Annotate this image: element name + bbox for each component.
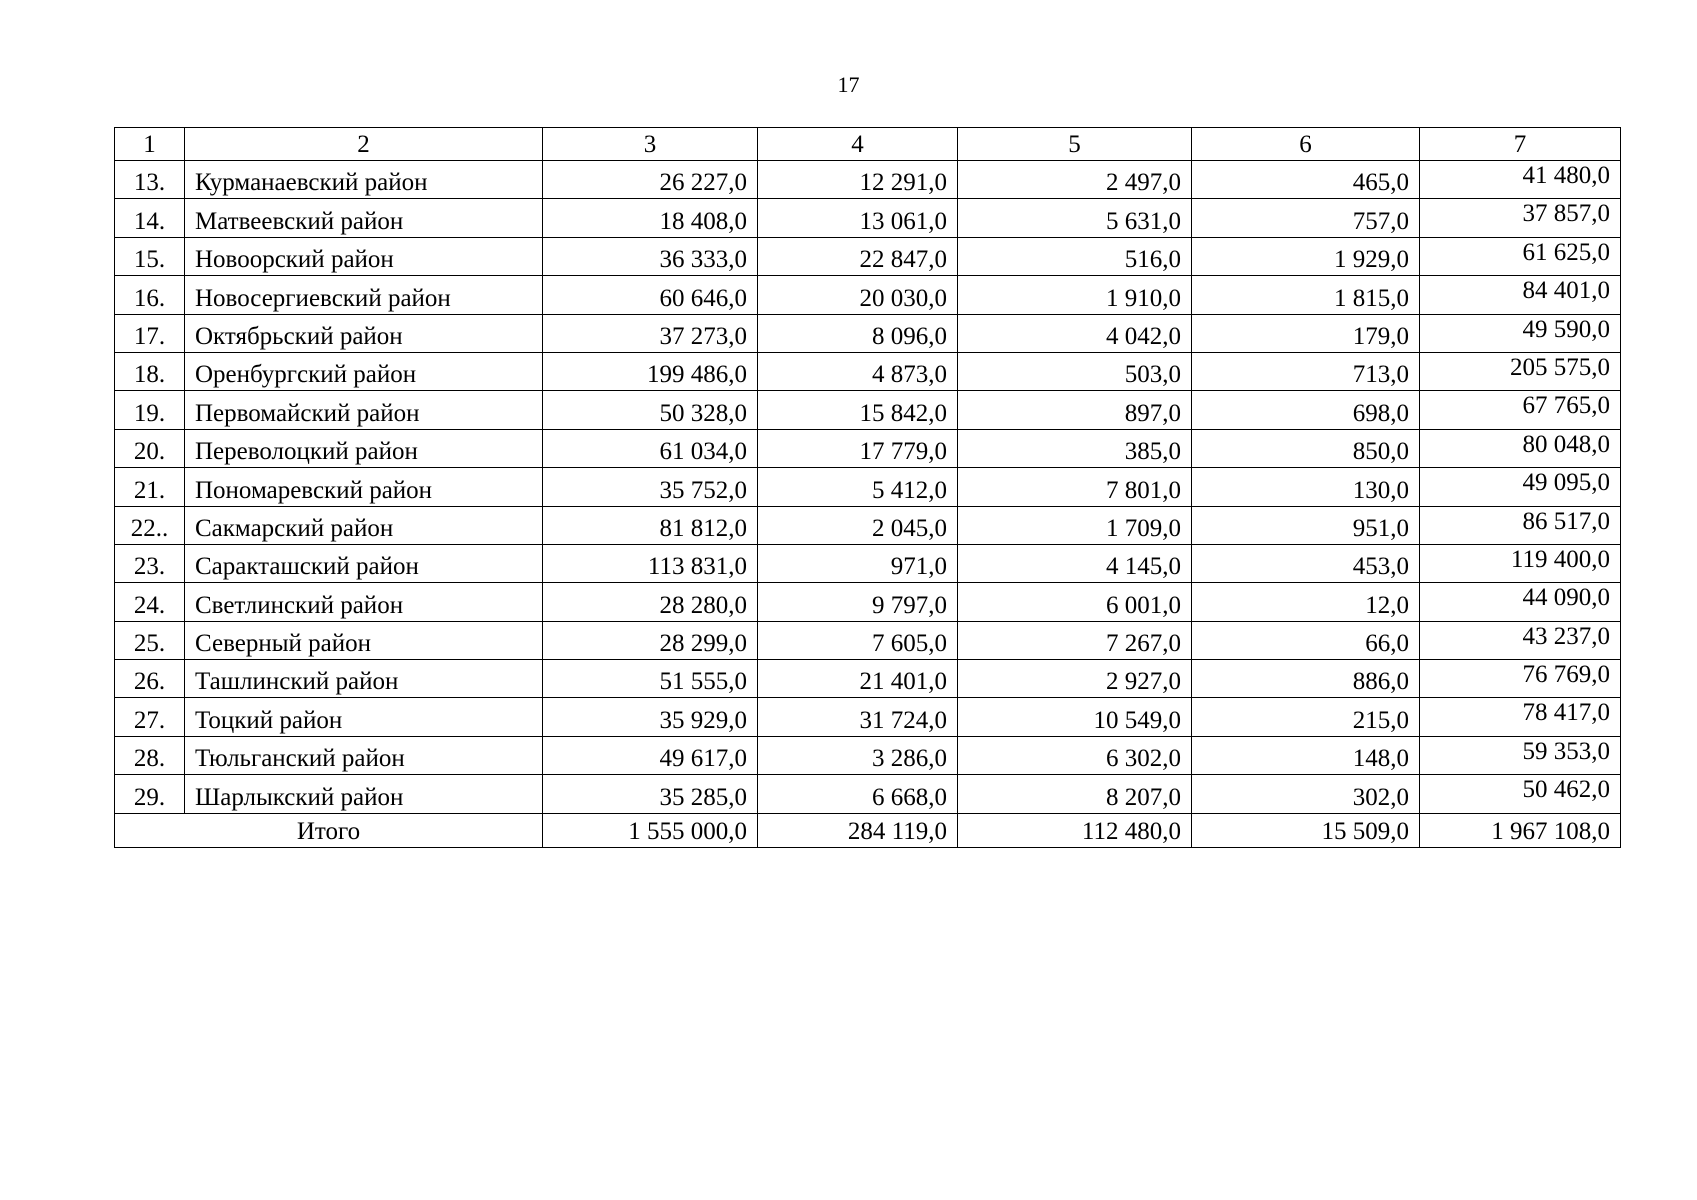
district-name-cell: Светлинский район <box>185 583 543 621</box>
district-name-cell: Шарлыкский район <box>185 775 543 813</box>
district-name-cell: Первомайский район <box>185 391 543 429</box>
value-cell: 35 752,0 <box>543 468 758 506</box>
total-cell: 1 555 000,0 <box>543 813 758 847</box>
row-number-cell: 25. <box>115 621 185 659</box>
row-number-cell: 17. <box>115 314 185 352</box>
district-name-cell: Курманаевский район <box>185 161 543 199</box>
value-cell: 35 285,0 <box>543 775 758 813</box>
value-cell: 50 328,0 <box>543 391 758 429</box>
district-name-cell: Тюльганский район <box>185 736 543 774</box>
district-name-cell: Сакмарский район <box>185 506 543 544</box>
value-cell: 897,0 <box>958 391 1192 429</box>
district-name-cell: Ташлинский район <box>185 660 543 698</box>
value-cell: 31 724,0 <box>758 698 958 736</box>
value-cell: 61 625,0 <box>1420 237 1621 275</box>
value-cell: 41 480,0 <box>1420 161 1621 199</box>
row-number-cell: 29. <box>115 775 185 813</box>
value-cell: 61 034,0 <box>543 429 758 467</box>
column-header: 6 <box>1192 128 1420 161</box>
column-header: 4 <box>758 128 958 161</box>
column-header: 1 <box>115 128 185 161</box>
value-cell: 66,0 <box>1192 621 1420 659</box>
value-cell: 951,0 <box>1192 506 1420 544</box>
value-cell: 43 237,0 <box>1420 621 1621 659</box>
value-cell: 1 709,0 <box>958 506 1192 544</box>
value-cell: 7 801,0 <box>958 468 1192 506</box>
value-cell: 50 462,0 <box>1420 775 1621 813</box>
value-cell: 9 797,0 <box>758 583 958 621</box>
value-cell: 205 575,0 <box>1420 352 1621 390</box>
row-number-cell: 16. <box>115 276 185 314</box>
value-cell: 179,0 <box>1192 314 1420 352</box>
value-cell: 10 549,0 <box>958 698 1192 736</box>
value-cell: 4 042,0 <box>958 314 1192 352</box>
row-number-cell: 27. <box>115 698 185 736</box>
value-cell: 6 668,0 <box>758 775 958 813</box>
table-row <box>115 698 1621 736</box>
value-cell: 49 095,0 <box>1420 468 1621 506</box>
value-cell: 21 401,0 <box>758 660 958 698</box>
value-cell: 28 280,0 <box>543 583 758 621</box>
value-cell: 51 555,0 <box>543 660 758 698</box>
table-row <box>115 660 1621 698</box>
row-number-cell: 14. <box>115 199 185 237</box>
row-number-cell: 28. <box>115 736 185 774</box>
value-cell: 84 401,0 <box>1420 276 1621 314</box>
value-cell: 18 408,0 <box>543 199 758 237</box>
value-cell: 13 061,0 <box>758 199 958 237</box>
value-cell: 215,0 <box>1192 698 1420 736</box>
value-cell: 8 096,0 <box>758 314 958 352</box>
row-number-cell: 26. <box>115 660 185 698</box>
table-row <box>115 276 1621 314</box>
value-cell: 49 590,0 <box>1420 314 1621 352</box>
value-cell: 4 145,0 <box>958 544 1192 582</box>
value-cell: 199 486,0 <box>543 352 758 390</box>
value-cell: 385,0 <box>958 429 1192 467</box>
page-number: 17 <box>837 72 860 97</box>
value-cell: 453,0 <box>1192 544 1420 582</box>
value-cell: 1 910,0 <box>958 276 1192 314</box>
total-cell: 112 480,0 <box>958 813 1192 847</box>
row-number-cell: 20. <box>115 429 185 467</box>
value-cell: 86 517,0 <box>1420 506 1621 544</box>
row-number-cell: 24. <box>115 583 185 621</box>
row-number-cell: 18. <box>115 352 185 390</box>
value-cell: 36 333,0 <box>543 237 758 275</box>
value-cell: 3 286,0 <box>758 736 958 774</box>
value-cell: 15 842,0 <box>758 391 958 429</box>
value-cell: 1 929,0 <box>1192 237 1420 275</box>
value-cell: 60 646,0 <box>543 276 758 314</box>
district-name-cell: Новоорский район <box>185 237 543 275</box>
value-cell: 2 927,0 <box>958 660 1192 698</box>
value-cell: 44 090,0 <box>1420 583 1621 621</box>
value-cell: 49 617,0 <box>543 736 758 774</box>
value-cell: 698,0 <box>1192 391 1420 429</box>
table-row <box>115 352 1621 390</box>
row-number-cell: 19. <box>115 391 185 429</box>
row-number-cell: 23. <box>115 544 185 582</box>
value-cell: 7 605,0 <box>758 621 958 659</box>
value-cell: 28 299,0 <box>543 621 758 659</box>
value-cell: 59 353,0 <box>1420 736 1621 774</box>
table-row <box>115 583 1621 621</box>
table-row <box>115 775 1621 813</box>
table-row <box>115 468 1621 506</box>
value-cell: 37 273,0 <box>543 314 758 352</box>
total-cell: 1 967 108,0 <box>1420 813 1621 847</box>
value-cell: 6 001,0 <box>958 583 1192 621</box>
table-row <box>115 544 1621 582</box>
table-header-row <box>115 128 1621 161</box>
value-cell: 5 631,0 <box>958 199 1192 237</box>
total-row <box>115 813 1621 847</box>
value-cell: 12,0 <box>1192 583 1420 621</box>
value-cell: 78 417,0 <box>1420 698 1621 736</box>
value-cell: 886,0 <box>1192 660 1420 698</box>
value-cell: 76 769,0 <box>1420 660 1621 698</box>
district-name-cell: Матвеевский район <box>185 199 543 237</box>
column-header: 2 <box>185 128 543 161</box>
value-cell: 850,0 <box>1192 429 1420 467</box>
value-cell: 2 497,0 <box>958 161 1192 199</box>
table-row <box>115 621 1621 659</box>
value-cell: 37 857,0 <box>1420 199 1621 237</box>
value-cell: 12 291,0 <box>758 161 958 199</box>
district-name-cell: Октябрьский район <box>185 314 543 352</box>
value-cell: 6 302,0 <box>958 736 1192 774</box>
row-number-cell: 15. <box>115 237 185 275</box>
column-header: 7 <box>1420 128 1621 161</box>
value-cell: 2 045,0 <box>758 506 958 544</box>
value-cell: 35 929,0 <box>543 698 758 736</box>
value-cell: 5 412,0 <box>758 468 958 506</box>
value-cell: 130,0 <box>1192 468 1420 506</box>
value-cell: 302,0 <box>1192 775 1420 813</box>
total-cell: 15 509,0 <box>1192 813 1420 847</box>
row-number-cell: 22.. <box>115 506 185 544</box>
table-row <box>115 391 1621 429</box>
table-row <box>115 161 1621 199</box>
table-row <box>115 237 1621 275</box>
value-cell: 516,0 <box>958 237 1192 275</box>
value-cell: 20 030,0 <box>758 276 958 314</box>
value-cell: 713,0 <box>1192 352 1420 390</box>
table-row <box>115 429 1621 467</box>
value-cell: 7 267,0 <box>958 621 1192 659</box>
value-cell: 757,0 <box>1192 199 1420 237</box>
district-name-cell: Северный район <box>185 621 543 659</box>
district-name-cell: Новосергиевский район <box>185 276 543 314</box>
value-cell: 8 207,0 <box>958 775 1192 813</box>
total-cell: 284 119,0 <box>758 813 958 847</box>
district-name-cell: Пономаревский район <box>185 468 543 506</box>
value-cell: 22 847,0 <box>758 237 958 275</box>
allocation-table <box>114 127 1621 848</box>
table-row <box>115 199 1621 237</box>
value-cell: 119 400,0 <box>1420 544 1621 582</box>
value-cell: 4 873,0 <box>758 352 958 390</box>
value-cell: 1 815,0 <box>1192 276 1420 314</box>
district-name-cell: Тоцкий район <box>185 698 543 736</box>
value-cell: 113 831,0 <box>543 544 758 582</box>
table-row <box>115 314 1621 352</box>
value-cell: 26 227,0 <box>543 161 758 199</box>
table-row <box>115 506 1621 544</box>
row-number-cell: 13. <box>115 161 185 199</box>
value-cell: 67 765,0 <box>1420 391 1621 429</box>
value-cell: 80 048,0 <box>1420 429 1621 467</box>
table-row <box>115 736 1621 774</box>
value-cell: 81 812,0 <box>543 506 758 544</box>
row-number-cell: 21. <box>115 468 185 506</box>
value-cell: 465,0 <box>1192 161 1420 199</box>
district-name-cell: Оренбургский район <box>185 352 543 390</box>
value-cell: 148,0 <box>1192 736 1420 774</box>
column-header: 3 <box>543 128 758 161</box>
district-name-cell: Переволоцкий район <box>185 429 543 467</box>
value-cell: 971,0 <box>758 544 958 582</box>
value-cell: 17 779,0 <box>758 429 958 467</box>
value-cell: 503,0 <box>958 352 1192 390</box>
total-label: Итого <box>115 813 543 847</box>
column-header: 5 <box>958 128 1192 161</box>
district-name-cell: Саракташский район <box>185 544 543 582</box>
